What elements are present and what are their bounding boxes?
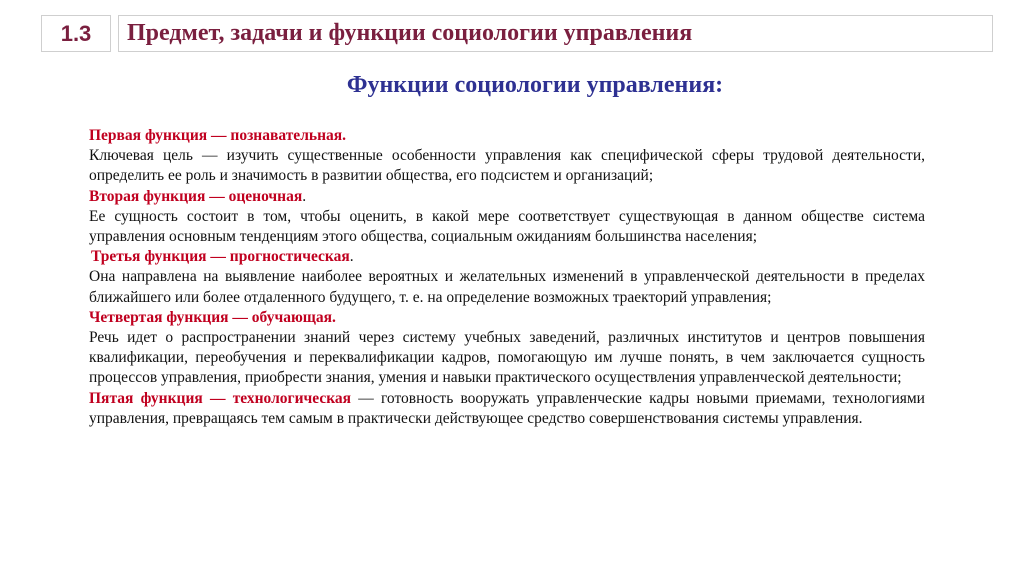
function-4-title: Четвертая функция — обучающая. (89, 308, 336, 326)
section-number: 1.3 (41, 15, 111, 52)
function-1-text: Ключевая цель — изучить существенные особенности управления как специфической сферы трудовой деятельности, определить ее роль и значимость в развитии общества, его подсистем и организаций; (89, 147, 925, 185)
functions-list (89, 126, 925, 429)
function-3-heading (89, 247, 925, 267)
function-4-heading (89, 308, 925, 328)
function-4-text: Речь идет о распространении знаний через систему учебных заведений, различных институтов и центров повышения квалификации, переобучения и переквалификации кадров, помогающую им лучше понять, в чем заключается сущность процессов управления, приобрести знания, умения и навыки практического осуществления управленческой деятельности; (89, 329, 925, 387)
function-2-period: . (302, 187, 307, 205)
function-3-title: Третья функция — прогностическая (91, 248, 350, 266)
function-1-title: Первая функция — познавательная. (89, 127, 347, 144)
function-2-heading (89, 187, 925, 207)
function-2-text: Ее сущность состоит в том, чтобы оценить, в какой мере соответствует существующая в данном обществе система управления основным тенденциям этого общества, социальным ожиданиям большинства населения; (89, 207, 925, 246)
function-3-text: Она направлена на выявление наиболее вероятных и желательных изменений в управленческой деятельности в пределах ближайшего или более отдаленного будущего, т. е. на определение возможных траекторий управления; (89, 268, 925, 306)
function-1-heading (89, 126, 925, 146)
slide-title: Предмет, задачи и функции социологии управления (118, 15, 993, 52)
function-2-title: Вторая функция — оценочная (89, 187, 303, 205)
subtitle: Функции социологии управления: (346, 72, 724, 98)
function-5-title: Пятая функция — технологическая (89, 389, 352, 407)
function-5-paragraph (89, 389, 925, 429)
function-3-period: . (349, 248, 354, 266)
function-5-text: — готовность вооружать управленческие кадры новыми приемами, технологиями управления, превращаясь тем самым в практически действующее средство совершенствования системы управления. (89, 389, 925, 427)
